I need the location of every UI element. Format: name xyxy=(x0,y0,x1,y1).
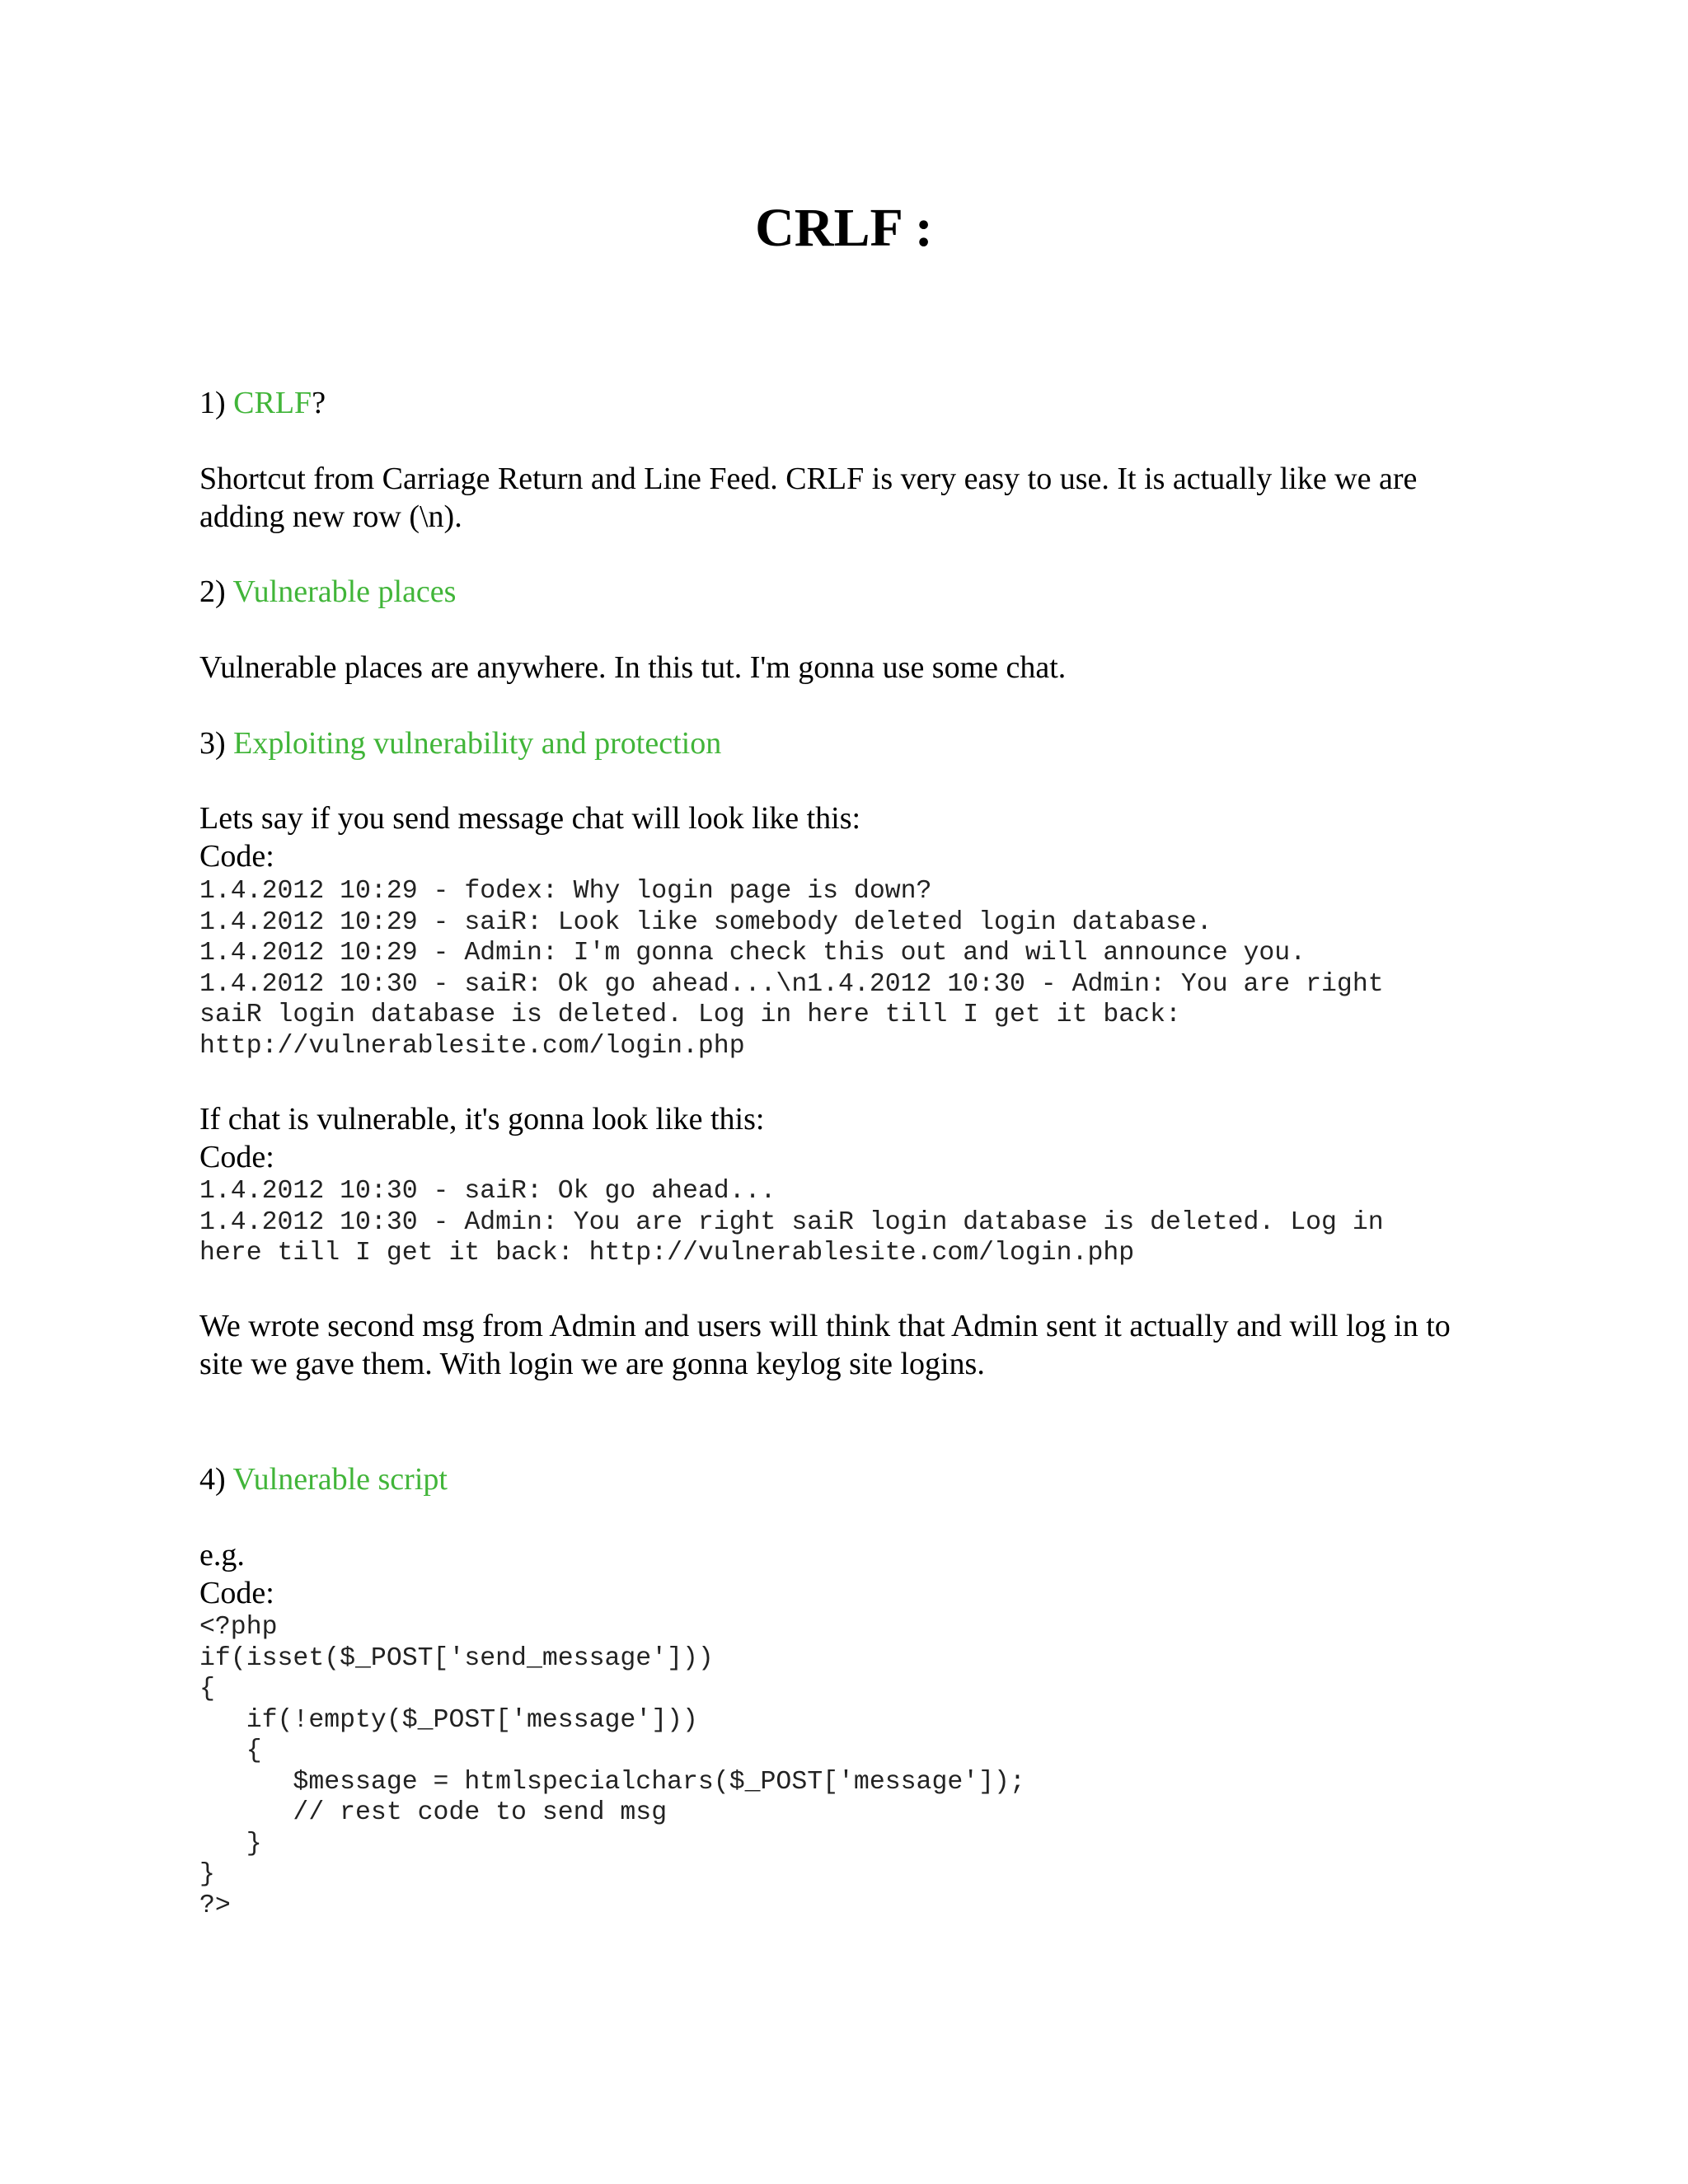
section-3-intro-vulnerable: If chat is vulnerable, it's gonna look like this: xyxy=(199,1102,765,1137)
code-block-chat-vulnerable xyxy=(199,1176,1485,1269)
code-line: // rest code to send msg xyxy=(199,1798,668,1827)
example-label: e.g. xyxy=(199,1538,245,1572)
code-line: } xyxy=(199,1860,215,1889)
section-3-body: We wrote second msg from Admin and users will think that Admin sent it actually and will log in to site we gave them. With login we are gonna keylog site logins. xyxy=(199,1309,1451,1381)
code-line: <?php xyxy=(199,1613,278,1642)
code-line: 1.4.2012 10:30 - saiR: Ok go ahead... xyxy=(199,1177,776,1206)
code-label: Code: xyxy=(199,1576,274,1610)
section-number: 2) xyxy=(199,574,226,609)
page-title: CRLF : xyxy=(755,198,933,258)
section-number: 4) xyxy=(199,1462,226,1497)
code-line: } xyxy=(199,1829,262,1858)
section-title: Vulnerable places xyxy=(232,574,457,609)
code-line: saiR login database is deleted. Log in here till I get it back: xyxy=(199,1001,1181,1029)
section-2-body: Vulnerable places are anywhere. In this tut. I'm gonna use some chat. xyxy=(199,650,1067,685)
code-block-php xyxy=(199,1612,1485,1921)
code-line: { xyxy=(199,1736,262,1765)
section-1-heading xyxy=(199,384,1485,422)
code-block-chat-normal xyxy=(199,876,1485,1062)
section-title: Exploiting vulnerability and protection xyxy=(233,726,722,761)
code-line: http://vulnerablesite.com/login.php xyxy=(199,1031,745,1061)
code-line: $message = htmlspecialchars($_POST['message']); xyxy=(199,1767,1025,1797)
code-line: { xyxy=(199,1675,215,1704)
code-line: 1.4.2012 10:29 - saiR: Look like somebody deleted login database. xyxy=(199,907,1212,937)
section-3-intro: Lets say if you send message chat will look like this: xyxy=(199,801,861,836)
section-2-heading xyxy=(199,573,1485,611)
code-line: if(!empty($_POST['message'])) xyxy=(199,1705,698,1735)
section-title-suffix: ? xyxy=(312,386,326,420)
code-label: Code: xyxy=(199,839,274,874)
code-line: 1.4.2012 10:29 - Admin: I'm gonna check this out and will announce you. xyxy=(199,939,1306,968)
code-line: here till I get it back: http://vulnerablesite.com/login.php xyxy=(199,1239,1135,1268)
code-line: 1.4.2012 10:30 - saiR: Ok go ahead...\n1.4.2012 10:30 - Admin: You are right xyxy=(199,969,1384,999)
section-1-body: Shortcut from Carriage Return and Line Feed. CRLF is very easy to use. It is actually like we are adding new row (\n). xyxy=(199,462,1418,534)
code-line: 1.4.2012 10:29 - fodex: Why login page is down? xyxy=(199,877,932,906)
section-number: 3) xyxy=(199,726,226,761)
section-title: CRLF xyxy=(233,386,312,420)
code-line: if(isset($_POST['send_message'])) xyxy=(199,1643,714,1673)
section-title: Vulnerable script xyxy=(232,1462,448,1497)
section-4-heading xyxy=(199,1460,1485,1498)
code-label: Code: xyxy=(199,1140,274,1174)
section-3-heading xyxy=(199,724,1485,762)
code-line: ?> xyxy=(199,1891,231,1920)
code-line: 1.4.2012 10:30 - Admin: You are right saiR login database is deleted. Log in xyxy=(199,1207,1384,1237)
section-number: 1) xyxy=(199,386,226,420)
